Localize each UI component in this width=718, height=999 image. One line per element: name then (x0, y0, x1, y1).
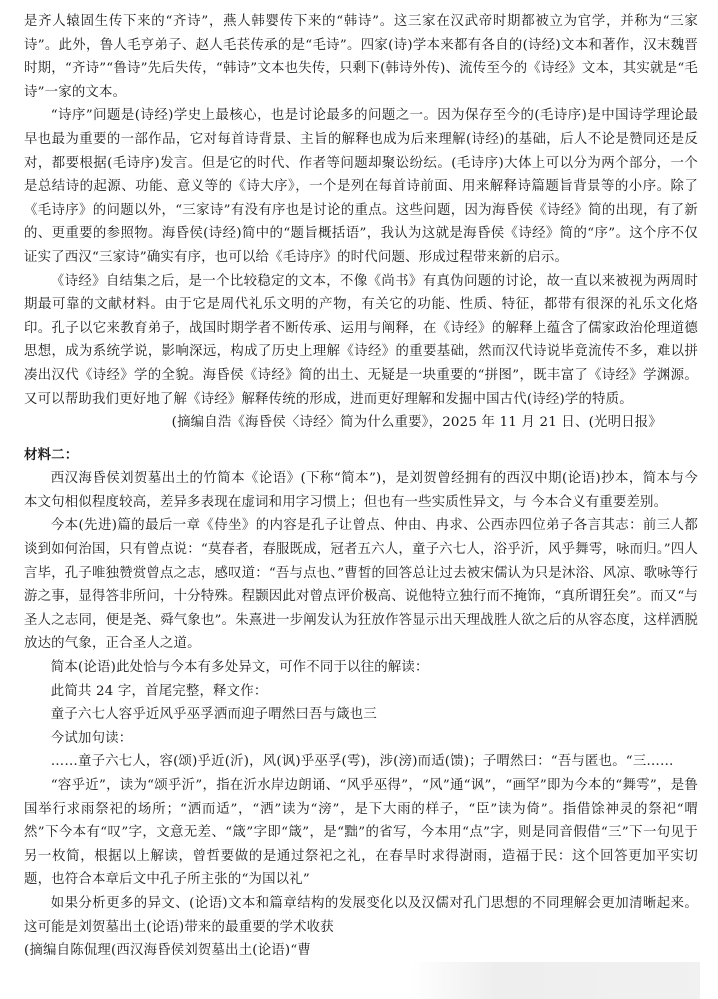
paragraph-slip-text: 童子六七人容乎近风乎巫孚洒而迎子喟然曰吾与箴也三 (50, 707, 377, 723)
blurred-region (410, 962, 700, 999)
material-two-heading: 材料二： (24, 446, 79, 463)
paragraph-variant-intro: 简本(论语)此处恰与今本有多处异文，可作不同于以往的解读： (50, 660, 429, 676)
paragraph-shizuo: 今本(先进)篇的最后一章《侍坐》的内容是孔子让曾点、仲由、冉求、公西赤四位弟子各言其志：前三人都谈到如何治国，只有曾点说：“莫春者，春服既成，冠者五六人，童子六七人，浴乎沂，风乎舞雩，咏而归。”四人言毕，孔子唯独赞赏曾点之志，感叹道：“吾与点也、”曹皙的回答总让过去被宋儒认为只是沐浴、风凉、歌咏等行游之事，显得答非所问，十分特殊。程颢因此对曾点评价极高、说他特立独行而不掩饰，“真所谓狂矣”。而又“与圣人之志同，便是尧、舜气象也”。朱熹进一步阐发认为狂放作答显示出天理战胜人欲之后的从容态度，这样洒脱放达的气象，正合圣人之道。 (24, 518, 698, 652)
paragraph-lunyu-intro: 西汉海昏侯刘贺墓出土的竹简本《论语》(下称“简本”)，是刘贺曾经拥有的西汉中期(论语)抄本，简本与今本文句相似程度较高，差异多表现在虚词和用字习惯上；但也有一些实质性异文，与 今本合义有重要差别。 (24, 471, 698, 510)
paragraph-slip-count: 此简共 24 字，首尾完整，释文作： (50, 683, 268, 699)
paragraph-conclusion: 如果分析更多的异文、(论语)文本和篇章结构的发展变化以及汉儒对孔门思想的不同理解会更加清晰起来。这可能是刘贺墓出土(论语)带来的最重要的学术收获 (24, 895, 698, 935)
paragraph-shijing-text: 《诗经》自结集之后，是一个比较稳定的文本，不像《尚书》有真伪问题的讨论，故一直以来被视为两周时期最可靠的文献材料。由于它是周代礼乐文明的产物，有关它的功能、性质、特征，都带有很深的礼乐文化烙印。孔子以它来教育弟子，战国时期学者不断传承、运用与阐释，在《诗经》的解释上蕴含了儒家政治伦理道德思想，成为系统学说，影响深远，构成了历史上理解《诗经》的重要基础，然而汉代诗说毕竟流传不多，难以拼凑出汉代《诗经》学的全貌。海昏侯《诗经》简的出土、无疑是一块重要的“拼图”，既丰富了《诗经》学渊源。又可以帮助我们更好地了解《诗经》解释传统的形成，进而更好理解和发掘中国古代(诗经)学的特质。 (24, 273, 698, 407)
paragraph-shixu: “诗序”问题是(诗经)学史上最核心，也是讨论最多的问题之一。因为保存至今的(毛诗序)是中国诗学理论最早也最为重要的一部作品，它对每首诗背景、主旨的解释也成为后来理解(诗经)的基础，后人不论是赞同还是反对，都要根据(毛诗序)发言。但是它的时代、作者等问题却聚讼纷纭。(毛诗序)大体上可以分为两个部分，一个是总结诗的起源、功能、意义等的《诗大序》，一个是列在每首诗前面、用来解释诗篇题旨背景等的小序。除了《毛诗序》的问题以外，“三家诗”有没有序也是讨论的重点。这些问题，因为海昏侯《诗经》简的出现，有了新的、更重要的参照物。海昏侯(诗经)简中的“题旨概括语”，我认为这就是海昏侯《诗经》简的“序”。这个序不仅证实了西汉“三家诗”确实有序，也可以给《毛诗序》的时代问题、形成过程带来新的启示。 (24, 108, 698, 265)
source-citation-2: (摘编自陈侃理(西汉海昏侯刘贺墓出土(论语)“曹 (24, 943, 311, 959)
paragraph-interpretation: “容乎近”，读为“颂乎沂”，指在沂水岸边朗诵、“风乎巫得”，“风”通“讽”，“画罕”即为今本的“舞雩”，是鲁国举行求雨祭祀的场所；“洒而适”，“洒”读为“滂”，是下大雨的样子，“臣”读为倚”。指借馀神灵的祭祀“喟然”下今本有“叹”字，文意无差、“箴”字即“箴”，是“黜”的省写，今本用“点”字，则是同音假借“三”下一句见于另一枚简，根据以上解读，曾哲要做的是通过祭祀之礼，在春旱时求得澍雨，造福于民：这个回答更加平实切题，也符合本章后文中孔子所主张的“为国以礼” (24, 778, 698, 888)
source-citation-1: (摘编自浩《海昏侯〈诗经〉简为什么重要》，2025 年 11 月 21 日、(光明日报》 (171, 415, 662, 431)
paragraph-intro-continued: 是齐人辕固生传下来的“齐诗”，燕人韩婴传下来的“韩诗”。这三家在汉武帝时期都被立为官学，并称为“三家诗”。此外，鲁人毛亨弟子、赵人毛苌传承的是“毛诗”。四家(诗)学本来都有各自的(诗经)文本和著作，汉末魏晋时期，“齐诗”“鲁诗”先后失传，“韩诗”文本也失传，只剩下(韩诗外传)、流传至今的《诗经》文本，其实就是“毛诗”一家的文本。 (24, 14, 698, 100)
paragraph-punctuated-text: ……童子六七人，容(颂)乎近(沂)，风(讽)乎巫孚(雩)，涉(滂)而适(馈)；子喟然曰：“吾与匿也。“三…… (50, 754, 674, 770)
paragraph-punctuation-label: 今试加句读： (50, 730, 133, 746)
